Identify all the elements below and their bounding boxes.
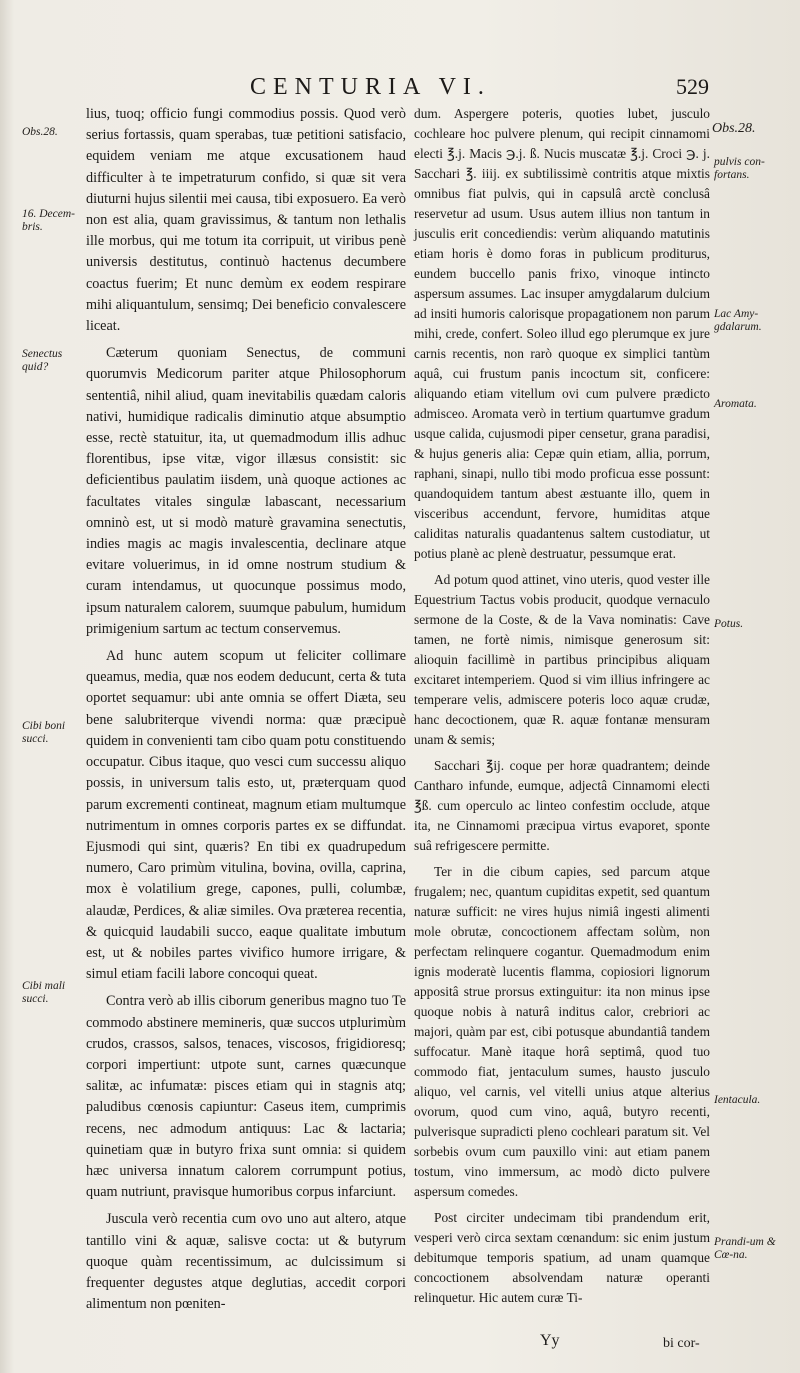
page-number: 529 <box>676 74 709 99</box>
paragraph: Sacchari ℥ij. coque per horæ quadrantem; deinde Cantharo infunde, eumque, adjectâ Cinnamomi electi ℥ß. cum operculo ac linteo confestim occlude, atque ita, ne Cinnamomi præcipua virtus evaporet, sponte suâ refrigescere permitte. <box>414 758 710 853</box>
paragraph: Contra verò ab illis ciborum generibus magno tuo Te commodo abstinere memineris, quæ succos utplurimùm crudos, crassos, salsos, tenaces, viscosos, frigidioresq; corpori impertiunt: utpote sunt, carnes quæcunque salitæ, ac infumatæ: pisces etiam qui in stagnis atq; paludibus cœnosis capiuntur: Caseus item, cumprimis recens, nec admodum antiquus: Lac & lactaria; quinetiam quæ in butyro frixa sunt omnia: si quidem hæc universa innatum calorem corrumpunt potius, quam nutriunt, pravisque humoribus corpus infarciunt. <box>86 993 406 1201</box>
margin-note-potus: Potus. <box>714 618 744 630</box>
paragraph: Ter in die cibum capies, sed parcum atque frugalem; nec, quantum cupiditas expetit, sed quantum naturæ sufficit: ne vires hujus nimiâ ingesti alimenti mole obrutæ, concoctionem affectam solùm, non perfectam relinquere cogantur. Quemadmodum enim ignis moderatè lucentis flamma, copiosiori lignorum appositâ strue prorsus extinguitur: ita non minus ipse quoque nobis à naturâ inditus calor, crebriori ac majori, quàm par est, cibi potusque abundantiâ tandem suffocatur. Manè itaque horâ septimâ, quod tuo commodo fiat, jentaculum sumes, hausto jusculo aliquo, vel carnis, vel vitelli unius atque alterius ovorum, quod cum vino, aquâ, butyro recenti, pulverisque supradicti pleno cochleari paratum sit. Vel sorbebis ovum cum pauxillo vini: aut etiam panem tostum, vino immersum, ac modò dicto pulvere aspersum comedes. <box>414 864 710 1199</box>
margin-note-senectus: Senectus quid? <box>22 348 63 373</box>
paragraph: Cæterum quoniam Senectus, de communi quorumvis Medicorum pariter atque Philosophorum sententiâ, nihil aliud, quam inevitabilis quædam caloris nativi, humidique radicalis diminutio atque absumptio esse, rectè statuitur, ita, ut quemadmodum illis adhuc florentibus, ipse vitæ, vigor illæsus consistit: sic deficientibus paulatim iisdem, unà quoque actiones ac facultates vitales singulæ labascant, necessarium omninò est, ut si modò maturè gravamina senectutis, indies magis ac magis invalescentia, declinare atque evitare voluerimus, in id omne nostrum studium & curam intendamus, ut quocunque possimus modo, ipsum naturalem calorem, suumque pabulum, humidum primigenium sartum ac tectum conservemus. <box>86 345 406 637</box>
margin-note-ientacula: Ientacula. <box>714 1094 761 1106</box>
paragraph: Ad hunc autem scopum ut feliciter collimare queamus, media, quæ nos eodem deducunt, certa & tuta oportet sequamur: ubi ante omnia se offert Diæta, seu bene salubriterque vivendi norma: quæ præcipuè quidem in convenienti tam cibo quam potu constituendo occupatur. Cibus itaque, quo vesci cum successu aliquo possis, in universum talis esto, ut, præterquam quod parum excrementi contineat, magnum etiam multumque nutrimentum in omnes corporis partes ex se diffundat. Ejusmodi qui sint, quæris? En tibi ex quadrupedum numero, Caro primùm vitulina, bovina, ovilla, caprina, mox è volatilium grege, capones, pulli, columbæ, alaudæ, Perdices, & aliæ similes. Ova præterea recentia, & quicquid laudabili succo, eaque qualitate imbutum est, ut & nobiles partes vivifico humore irrigare, & simul etiam facili labore concoqui queat. <box>86 648 406 983</box>
margin-note-pulvis: pulvis con-fortans. <box>714 156 765 181</box>
paragraph: dum. Aspergere poteris, quoties lubet, jusculo cochleare hoc pulvere plenum, qui recipit cinnamomi electi ℥.j. Macis ℈.j. ß. Nucis muscatæ ℥.j. Croci ℈. j. Sacchari ℥. iiij. ex subtilissimè contritis atque mixtis omnibus fiat pulvis, qui in capsulâ arctè conclusâ reservetur ad usum. Usus autem illius non tantum in jusculis erit concediendis: verùm aliquando matutinis etiam horis è domo foras in publicum proditurus, eundem buccello panis frixo, vinoque intincto aspersum assumes. Lac insuper amygdalarum dulcium ad insiti humoris calorisque propagationem non parum mihi, crede, confert. Soleo illud ego plerumque ex jure carnis recentis, non rarò quoque ex simplici tantùm aquâ, cui frustum panis incoctum sit, conficere: aliquando etiam vitellum ovi cum pulvere prædicto admisceo. Aromata verò in tertium quartumve gradum usque calida, cujusmodi piper censetur, grana paradisi, & hujus generis alia: Cepæ quin etiam, allia, porrum, raphani, sinapi, nullo tibi modo proficua esse possunt: quandoquidem tantum abest æstuante illo, quem in visceribus accendunt, fervore, humiditas atque caliditas naturalis quadantenus saltem custodiatur, ut potius planè ac plenè destruatur, pessumque erat. <box>414 106 710 561</box>
paragraph: Post circiter undecimam tibi prandendum erit, vesperi verò circa sextam cœnandum: sic enim justum debitumque temporis spatium, ad unam quamque concoctionem absolvendam naturæ operanti relinquetur. Hic autem curæ Ti- <box>414 1210 710 1305</box>
margin-note-cibi-boni: Cibi boni succi. <box>22 720 66 745</box>
margin-note-date: 16. Decem-bris. <box>22 208 76 233</box>
signature-mark: Yy <box>540 1332 560 1349</box>
paragraph: lius, tuoq; officio fungi commodius possis. Quod verò serius fortassis, quam sperabas, tuæ petitioni satisfacio, equidem veniam me atque excusationem haud difficulter à te impetraturum confido, si quæ sit vera diuturni hujus silentii mei causa, tibi exposuero. Ea verò non est alia, quam gravissimus, & tantum non lethalis ille morbus, qui me totum ita corripuit, ut viribus penè universis destitutus, continuò hactenus decumbere coactus fuerim; Et nunc demùm ex eodem respirare mihi aliquantulum, sensimq; Dei beneficio convalescere liceat. <box>86 106 406 335</box>
margin-note-prandium: Prandi-um & Cœ-na. <box>714 1236 776 1261</box>
right-column <box>414 104 710 1314</box>
catchword: bi cor- <box>663 1336 700 1351</box>
paragraph: Juscula verò recentia cum ovo uno aut altero, atque tantillo vini & aquæ, salisve cocta: ut & butyrum quoque quàm recentissimum, ac dulcissimum si frequenter degustes atque deglutias, accedit corpori alimentum non pœniten- <box>86 1211 406 1313</box>
margin-note-obs-right: Obs.28. <box>712 121 756 136</box>
margin-note-obs-left: Obs.28. <box>22 126 58 138</box>
margin-note-aromata: Aromata. <box>714 398 757 410</box>
left-column <box>86 104 406 1321</box>
margin-note-cibi-mali: Cibi mali succi. <box>22 980 66 1005</box>
page-header <box>0 74 800 104</box>
running-title: CENTURIA VI. <box>250 74 491 100</box>
margin-note-lac: Lac Amy-gdalarum. <box>714 308 762 333</box>
paragraph: Ad potum quod attinet, vino uteris, quod vester ille Equestrium Tactus vobis producit, quodque vernaculo sermone de la Coste, & de la Vava nominatis: Cave tamen, ne fortè nimis, nimisque generosum sit: alioquin facillimè in partibus principibus aliquam excitaret intemperiem. Quod si vim illius infringere ac temperare velis, admiscere poteris loco aquæ crudæ, hanc decoctionem, quæ R. aquæ fontanæ mensuram unam & semis; <box>414 572 710 747</box>
